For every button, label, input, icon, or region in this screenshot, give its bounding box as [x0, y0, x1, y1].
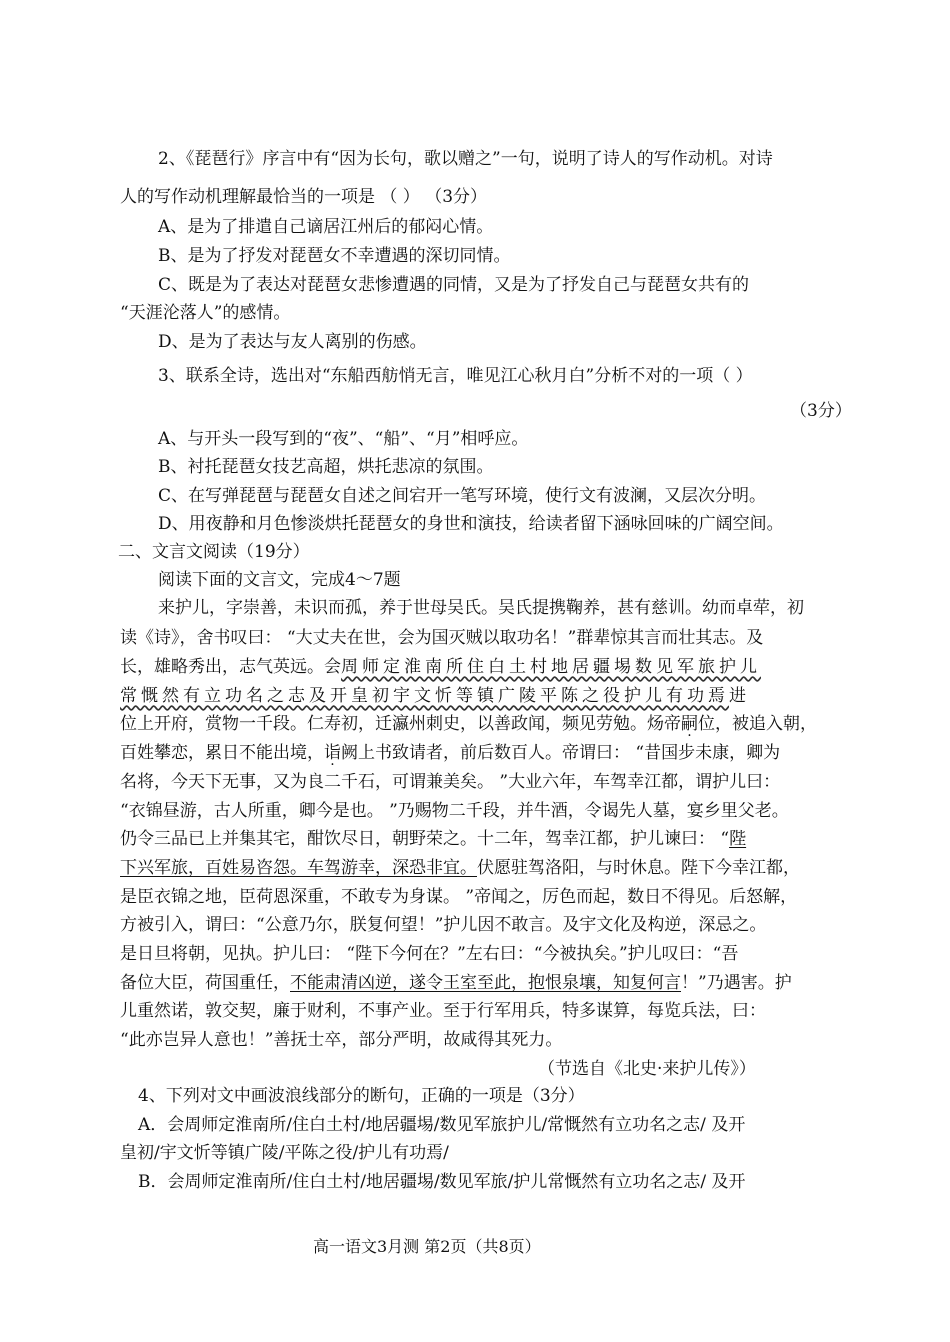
- q3-score: （3分）: [790, 401, 852, 421]
- passage-line: [120, 656, 761, 678]
- passage-text: 伏愿驻驾洛阳，与时休息。陛下今幸江都，: [477, 858, 800, 878]
- passage-source: （节选自《北史·来护儿传》）: [538, 1059, 756, 1079]
- passage-text: 百姓攀恋，累日不能出境，: [120, 743, 324, 763]
- passage-line: 读《诗》，舍书叹曰： “大丈夫在世，会为国灭贼以取功名！”群辈惊其言而壮其志。及: [120, 628, 764, 648]
- q3-option-b: B、衬托琵琶女技艺高超，烘托悲凉的氛围。: [158, 457, 494, 477]
- passage-line: [120, 857, 800, 879]
- passage-line: [120, 713, 817, 735]
- passage-text: 位上开府，赏物一千段。仁寿初，迁瀛州刺史，以善政闻，频见劳勉。炀: [120, 714, 664, 734]
- section-instruction: 阅读下面的文言文，完成4～7题: [158, 570, 401, 590]
- q3-option-c: C、在写弹琵琶与琵琶女自述之间宕开一笔写环境，使行文有波澜，又层次分明。: [158, 486, 767, 506]
- page-footer: 高一语文3月测 第2页（共8页）: [313, 1237, 541, 1256]
- q2-option-c-line2: “天涯沦落人”的感情。: [120, 303, 291, 323]
- passage-line: [120, 972, 792, 994]
- passage-line: 是日旦将朝，见执。护儿曰： “陛下今何在？”左右曰：“今被执矣。”护儿叹曰：“吾: [120, 944, 739, 964]
- underlined-text: 不能肃清凶逆，遂令王室至此，抱恨泉壤，知复何言: [290, 973, 681, 993]
- q3-option-d: D、用夜静和月色惨淡烘托琵琶女的身世和演技，给读者留下涵咏回味的广阔空间。: [158, 514, 784, 534]
- passage-text: 仍令三品已上并集其宅，酣饮尽日，朝野荣之。十二年，驾幸江都，护儿谏曰： “: [120, 829, 730, 849]
- wavy-underlined-text: 常慨然有立功名之志及开皇初宇文忻等镇广陵平陈之役护儿有功焉: [120, 686, 729, 706]
- passage-text: 阙上书致请者，前后数百人。帝谓曰： “昔国步未康，卿为: [341, 743, 781, 763]
- passage-line: “此亦岂异人意也！”善抚士卒，部分严明，故咸得其死力。: [120, 1030, 563, 1050]
- q2-stem-line2: 人的写作动机理解最恰当的一项是 （ ） （3分）: [120, 187, 488, 207]
- q4-stem: 4、下列对文中画波浪线部分的断句，正确的一项是（3分）: [138, 1086, 585, 1106]
- passage-text: ！”乃遇害。护: [681, 973, 792, 993]
- passage-line: [120, 828, 746, 850]
- passage-line: [120, 685, 750, 707]
- passage-line: “衣锦昼游，古人所重，卿今是也。 ”乃赐物二千段，并牛酒，令谒先人墓，宴乡里父老。: [120, 801, 789, 821]
- passage-text: 长，雄略秀出，志气英远。会: [120, 657, 341, 677]
- dotted-emphasis-text: 诣: [324, 743, 341, 763]
- passage-line: [120, 742, 780, 764]
- passage-line: 来护儿，字崇善，未识而孤，养于世母吴氏。吴氏提携鞠养，甚有慈训。幼而卓荦，初: [158, 598, 804, 618]
- passage-line: 方被引入，谓曰：“公意乃尔，朕复何望！”护儿因不敢言。及宇文化及构逆，深忌之。: [120, 915, 767, 935]
- q2-option-b: B、是为了抒发对琵琶女不幸遭遇的深切同情。: [158, 246, 511, 266]
- q4-option-a-line1: A．会周师定淮南所/住白土村/地居疆埸/数见军旅护儿/常慨然有立功名之志/ 及开: [138, 1115, 746, 1135]
- dotted-emphasis-text: 帝嗣位: [664, 714, 715, 734]
- underlined-text: 下兴军旅，百姓易咨怨。车驾游幸，深恐非宜。: [120, 858, 477, 878]
- section-heading: 二、文言文阅读（19分）: [118, 542, 310, 562]
- q3-option-a: A、与开头一段写到的“夜”、“船”、“月”相呼应。: [158, 429, 529, 449]
- q3-stem: 3、联系全诗，选出对“东船西舫悄无言，唯见江心秋月白”分析不对的一项（ ）: [158, 366, 753, 386]
- q4-option-a-line2: 皇初/宇文忻等镇广陵/平陈之役/护儿有功焉/: [120, 1143, 449, 1163]
- q2-option-a: A、是为了排遣自己谪居江州后的郁闷心情。: [158, 217, 494, 237]
- q4-option-b-line1: B．会周师定淮南所/住白土村/地居疆埸/数见军旅/护儿常慨然有立功名之志/ 及开: [138, 1172, 746, 1192]
- passage-line: 名将，今天下无事，又为良二千石，可谓兼美矣。 ”大业六年，车驾幸江都，谓护儿曰：: [120, 772, 781, 792]
- passage-text: 进: [729, 686, 750, 706]
- underlined-text: 陛: [729, 829, 747, 849]
- q2-option-d: D、是为了表达与友人离别的伤感。: [158, 332, 427, 352]
- passage-line: 是臣衣锦之地，臣荷恩深重，不敢专为身谋。 ”帝闻之，厉色而起，数日不得见。后怒解，: [120, 887, 798, 907]
- passage-text: ，被追入朝，: [715, 714, 817, 734]
- passage-text: 备位大臣，荷国重任，: [120, 973, 290, 993]
- passage-line: 儿重然诺，敦交契，廉于财利，不事产业。至于行军用兵，特多谋算，每览兵法，曰：: [120, 1001, 766, 1021]
- q2-stem-line1: 2、《琵琶行》序言中有“因为长句，歌以赠之”一句，说明了诗人的写作动机。对诗: [158, 149, 773, 169]
- wavy-underlined-text: 周师定淮南所住白土村地居疆埸数见军旅护儿: [341, 657, 761, 677]
- q2-option-c-line1: C、既是为了表达对琵琶女悲惨遭遇的同情，又是为了抒发自己与琵琶女共有的: [158, 275, 750, 295]
